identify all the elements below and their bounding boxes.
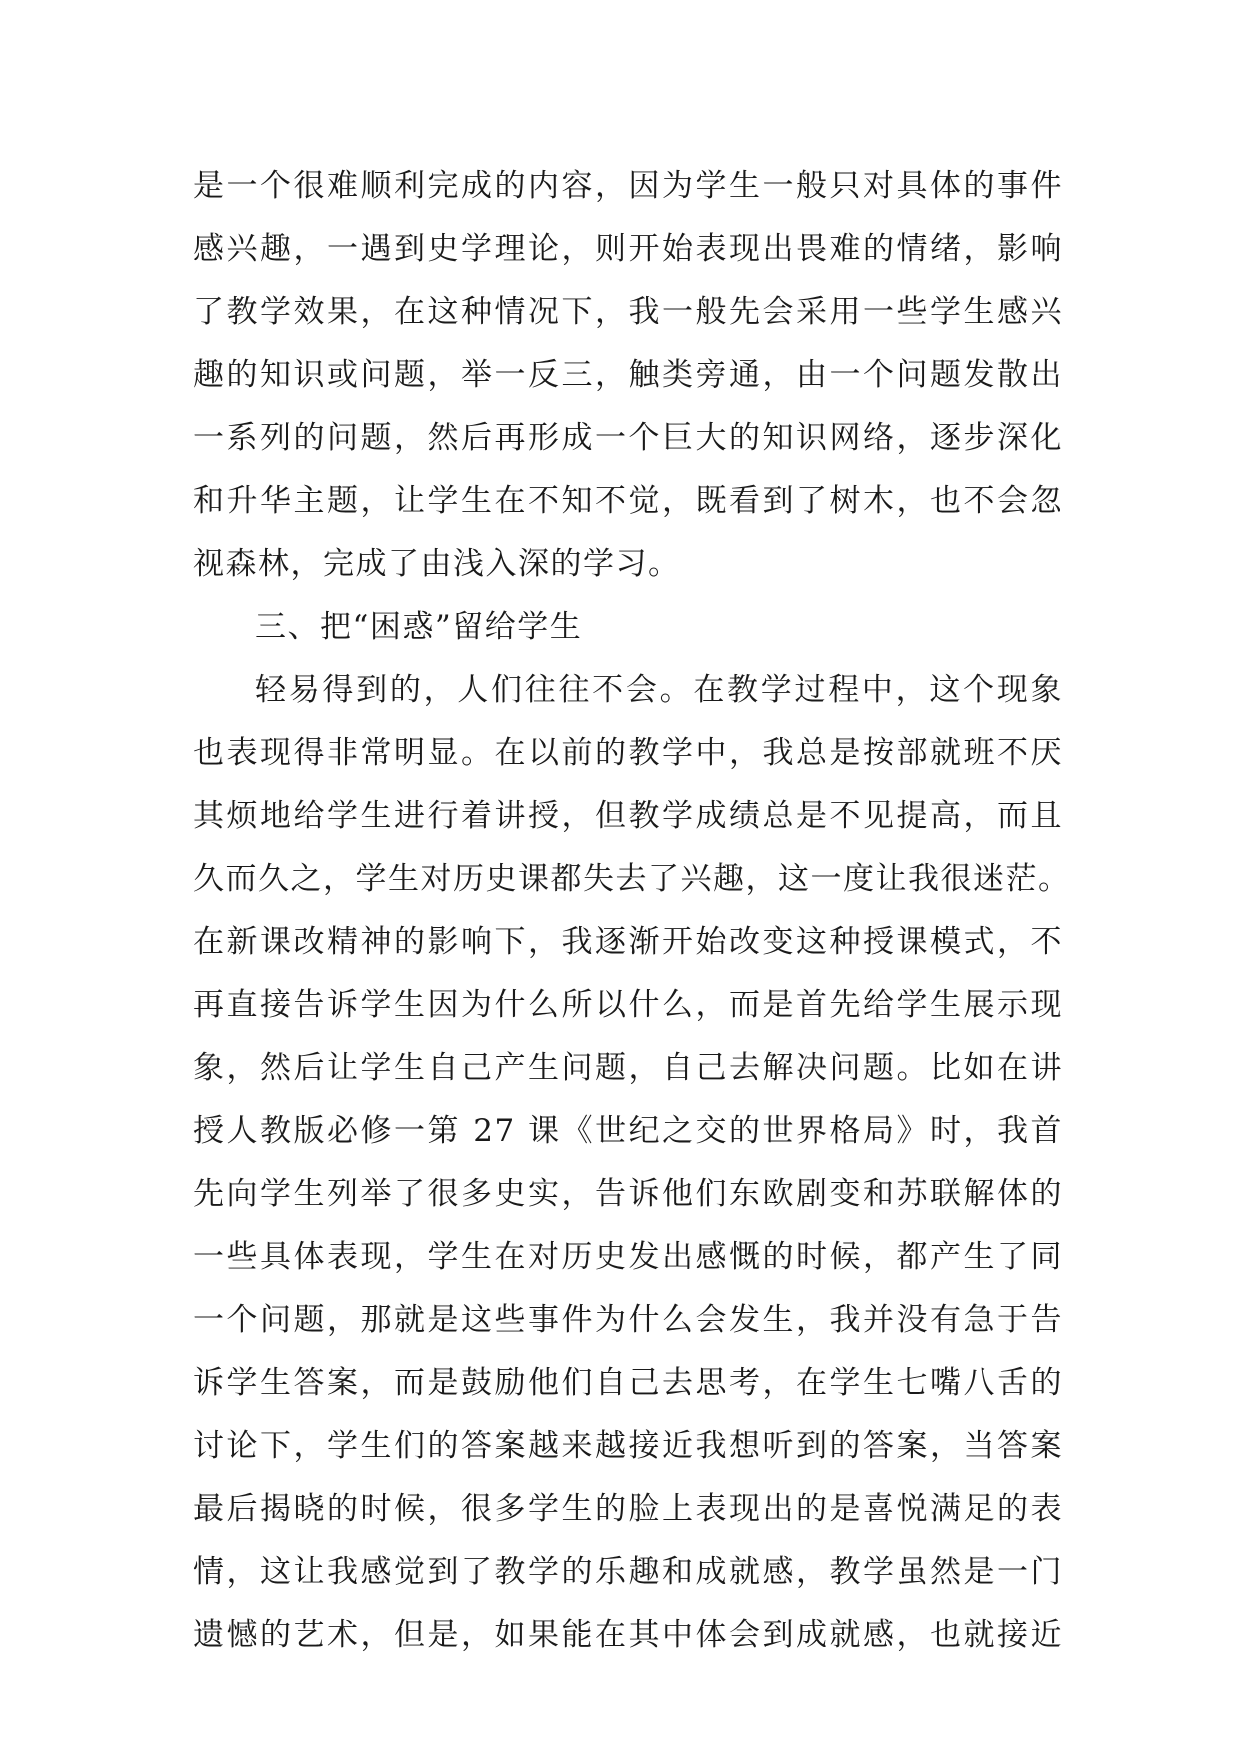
paragraph-line: 情，这让我感觉到了教学的乐趣和成就感，教学虽然是一门	[193, 1554, 1063, 1590]
paragraph-line: 也表现得非常明显。在以前的教学中，我总是按部就班不厌	[193, 735, 1063, 771]
paragraph-line: 授人教版必修一第 27 课《世纪之交的世界格局》时，我首	[193, 1113, 1063, 1149]
paragraph-line: 一些具体表现，学生在对历史发出感慨的时候，都产生了同	[193, 1239, 1063, 1275]
paragraph-line: 轻易得到的，人们往往不会。在教学过程中，这个现象	[255, 672, 1063, 708]
paragraph-line: 遗憾的艺术，但是，如果能在其中体会到成就感，也就接近	[193, 1617, 1063, 1653]
paragraph-line: 视森林，完成了由浅入深的学习。	[193, 546, 681, 582]
paragraph-line: 久而久之，学生对历史课都失去了兴趣，这一度让我很迷茫。	[193, 861, 1071, 897]
section-heading: 三、把“困惑”留给学生	[255, 609, 583, 645]
paragraph-line: 再直接告诉学生因为什么所以什么，而是首先给学生展示现	[193, 987, 1063, 1023]
paragraph-line: 一个问题，那就是这些事件为什么会发生，我并没有急于告	[193, 1302, 1063, 1338]
paragraph-line: 先向学生列举了很多史实，告诉他们东欧剧变和苏联解体的	[193, 1176, 1063, 1212]
paragraph-line: 是一个很难顺利完成的内容，因为学生一般只对具体的事件	[193, 168, 1063, 204]
paragraph-line: 趣的知识或问题，举一反三，触类旁通，由一个问题发散出	[193, 357, 1063, 393]
paragraph-line: 了教学效果，在这种情况下，我一般先会采用一些学生感兴	[193, 294, 1063, 330]
paragraph-line: 最后揭晓的时候，很多学生的脸上表现出的是喜悦满足的表	[193, 1491, 1063, 1527]
body-text	[193, 155, 1071, 1667]
paragraph-line: 其烦地给学生进行着讲授，但教学成绩总是不见提高，而且	[193, 798, 1063, 834]
paragraph-line: 在新课改精神的影响下，我逐渐开始改变这种授课模式，不	[193, 924, 1063, 960]
paragraph-line: 象，然后让学生自己产生问题，自己去解决问题。比如在讲	[193, 1050, 1063, 1086]
paragraph-line: 诉学生答案，而是鼓励他们自己去思考，在学生七嘴八舌的	[193, 1365, 1063, 1401]
paragraph-line: 讨论下，学生们的答案越来越接近我想听到的答案，当答案	[193, 1428, 1063, 1464]
paragraph-line: 和升华主题，让学生在不知不觉，既看到了树木，也不会忽	[193, 483, 1063, 519]
paragraph-line: 感兴趣，一遇到史学理论，则开始表现出畏难的情绪，影响	[193, 231, 1063, 267]
paragraph-line: 一系列的问题，然后再形成一个巨大的知识网络，逐步深化	[193, 420, 1063, 456]
